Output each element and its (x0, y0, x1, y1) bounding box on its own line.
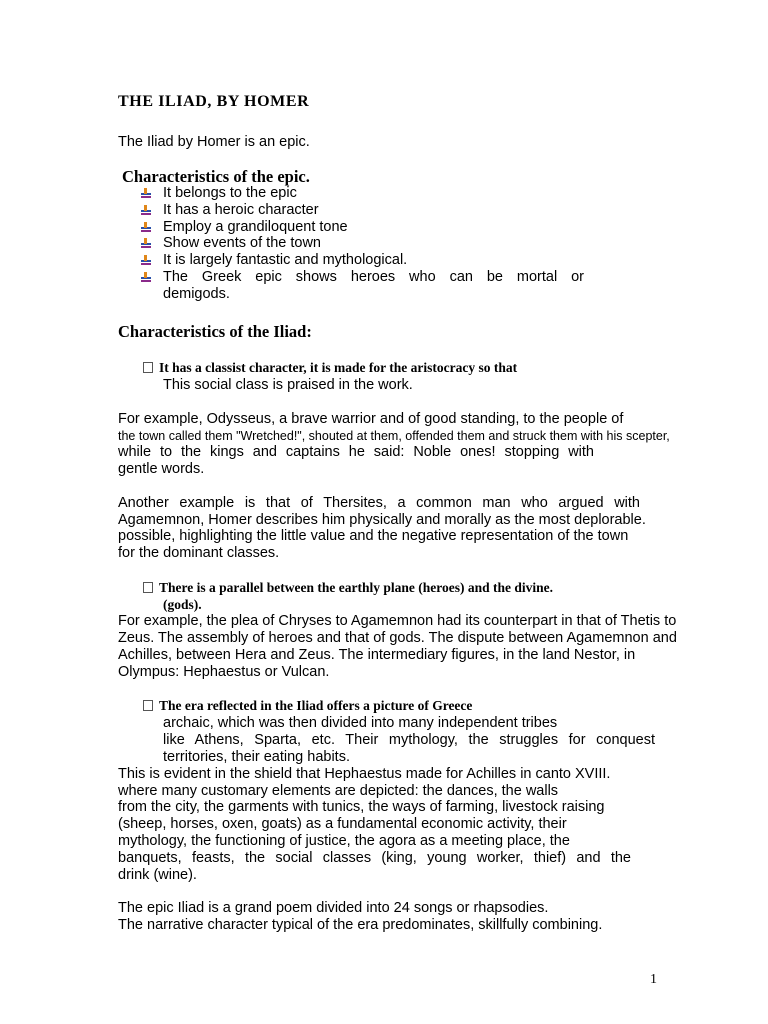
para-2-line: for the dominant classes. (118, 545, 280, 561)
arrow-bullet-icon (140, 187, 154, 199)
list-item: Show events of the town (140, 235, 584, 252)
para-1-line: while to the kings and captains he said: Noble ones! stopping with (118, 444, 594, 460)
para-1-line: gentle words. (118, 461, 205, 477)
missing-glyph-icon (143, 700, 153, 711)
para-3-line: Achilles, between Hera and Zeus. The intermediary figures, in the land Nestor, in (118, 647, 636, 663)
para-1-line: the town called them "Wretched!", shouted at them, offended them and struck them with his scepter, (118, 429, 670, 443)
missing-glyph-icon (143, 582, 153, 593)
para-3-line: For example, the plea of Chryses to Agamemnon had its counterpart in that of Thetis to (118, 613, 677, 629)
epic-heading: Characteristics of the epic. (122, 167, 310, 186)
point-1-heading: It has a classist character, it is made for the aristocracy so that (143, 360, 517, 376)
para-4-line: This is evident in the shield that Hephaestus made for Achilles in canto XVIII. (118, 766, 611, 782)
point-3-heading: The era reflected in the Iliad offers a picture of Greece (143, 698, 472, 714)
para-4-line: drink (wine). (118, 867, 197, 883)
para-4-line: (sheep, horses, oxen, goats) as a fundamental economic activity, their (118, 816, 567, 832)
para-2-line: Another example is that of Thersites, a common man who argued with (118, 495, 640, 511)
list-item-continuation: demigods. (163, 285, 230, 302)
list-item: Employ a grandiloquent tone (140, 219, 584, 236)
para-2-line: Agamemnon, Homer describes him physically and morally as the most deplorable. (118, 512, 646, 528)
para-2-line: possible, highlighting the little value and the negative representation of the town (118, 528, 629, 544)
point-1-continuation: This social class is praised in the work. (163, 377, 413, 393)
arrow-bullet-icon (140, 237, 154, 249)
point-3-continuation: territories, their eating habits. (163, 749, 350, 765)
para-1-line: For example, Odysseus, a brave warrior and of good standing, to the people of (118, 411, 624, 427)
arrow-bullet-icon (140, 271, 154, 283)
para-5-line: The narrative character typical of the era predominates, skillfully combining. (118, 917, 603, 933)
point-2-heading: There is a parallel between the earthly plane (heroes) and the divine. (143, 580, 553, 596)
para-4-line: banquets, feasts, the social classes (king, young worker, thief) and the (118, 850, 631, 866)
epic-bullet-list (140, 185, 584, 303)
arrow-bullet-icon (140, 254, 154, 266)
list-item: The Greek epic shows heroes who can be mortal or (140, 269, 584, 286)
doc-title: THE ILIAD, BY HOMER (118, 93, 310, 110)
intro-text: The Iliad by Homer is an epic. (118, 134, 310, 150)
para-3-line: Zeus. The assembly of heroes and that of gods. The dispute between Agamemnon and (118, 630, 677, 646)
list-item: It has a heroic character (140, 202, 584, 219)
para-4-line: mythology, the functioning of justice, the agora as a meeting place, the (118, 833, 570, 849)
point-2-continuation: (gods). (163, 597, 202, 612)
list-item: It belongs to the epic (140, 185, 584, 202)
arrow-bullet-icon (140, 204, 154, 216)
arrow-bullet-icon (140, 221, 154, 233)
missing-glyph-icon (143, 362, 153, 373)
list-item: It is largely fantastic and mythological. (140, 252, 584, 269)
point-3-continuation: archaic, which was then divided into many independent tribes (163, 715, 558, 731)
point-3-continuation: like Athens, Sparta, etc. Their mythology, the struggles for conquest (163, 732, 655, 748)
para-4-line: from the city, the garments with tunics, the ways of farming, livestock raising (118, 799, 605, 815)
para-4-line: where many customary elements are depicted: the dances, the walls (118, 783, 559, 799)
iliad-heading: Characteristics of the Iliad: (118, 322, 312, 341)
page-number: 1 (650, 972, 657, 987)
para-3-line: Olympus: Hephaestus or Vulcan. (118, 664, 330, 680)
para-5-line: The epic Iliad is a grand poem divided into 24 songs or rhapsodies. (118, 900, 549, 916)
